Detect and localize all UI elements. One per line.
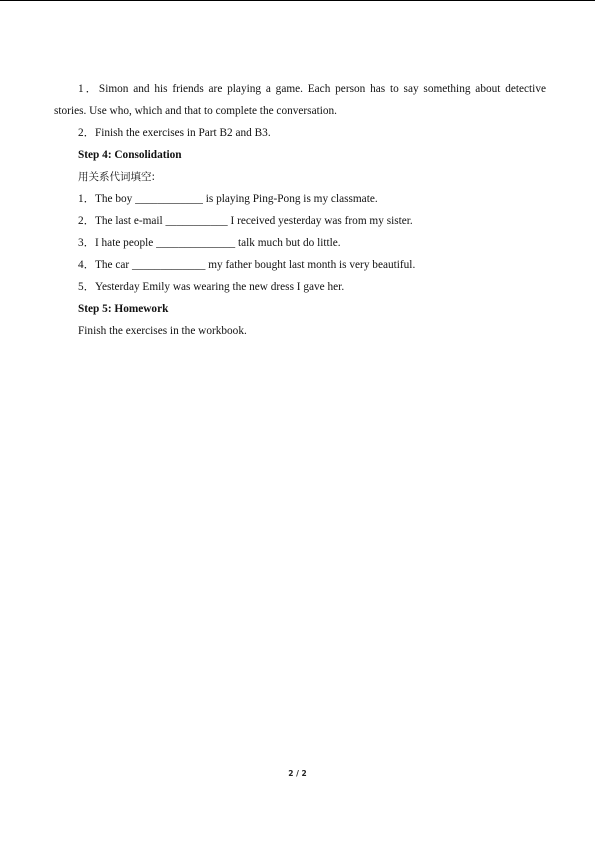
exercise-item-5: 5．Yesterday Emily was wearing the new dress I gave her. [78,281,345,293]
exercise-item-3: 3．I hate people ______________ talk much but do little. [78,237,341,249]
exercise-item-2: 2．The last e-mail ___________ I received yesterday was from my sister. [78,215,413,227]
step-4-heading: Step 4: Consolidation [78,149,182,161]
task-2-paragraph: 2．Finish the exercises in Part B2 and B3. [78,127,271,139]
page-number: 2 / 2 [288,769,307,778]
task-1-paragraph: 1．Simon and his friends are playing a game. Each person has to say something about detective stories. Use who, which and that to complete the conversation. [54,83,546,117]
document-body [54,78,546,342]
instruction-zh: 用关系代词填空: [78,171,156,183]
page-top-border [0,0,595,1]
exercise-item-4: 4．The car _____________ my father bought last month is very beautiful. [78,259,416,271]
exercise-item-1: 1．The boy ____________ is playing Ping-Pong is my classmate. [78,193,378,205]
step-5-heading: Step 5: Homework [78,303,169,315]
homework-text: Finish the exercises in the workbook. [78,325,247,337]
